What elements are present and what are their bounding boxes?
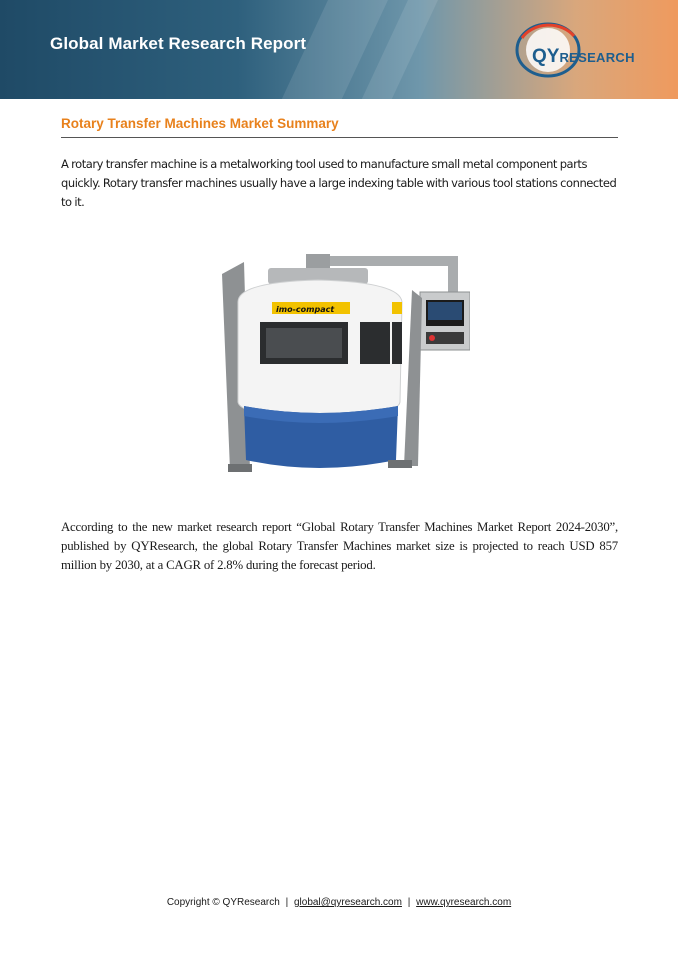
footer-website-link[interactable]: www.qyresearch.com [416, 897, 512, 908]
machine-brand-label: imo-compact [276, 305, 335, 314]
section-title: Rotary Transfer Machines Market Summary [61, 116, 339, 131]
footer-separator: | [285, 897, 289, 908]
header-title: Global Market Research Report [50, 34, 307, 53]
logo-name: RESEARCH [559, 50, 635, 65]
logo-mark: QY [532, 46, 560, 67]
page-footer [0, 897, 678, 908]
report-header-banner [0, 0, 678, 99]
rotary-transfer-machine-image [208, 250, 470, 482]
intro-paragraph: A rotary transfer machine is a metalworking tool used to manufacture small metal component parts quickly. Rotary transfer machines usually have a large indexing table with various tool stations connected to it. [61, 157, 617, 209]
logo-wordmark [532, 46, 635, 68]
market-report-paragraph: According to the new market research report “Global Rotary Transfer Machines Market Report 2024-2030”, published by QYResearch, the global Rotary Transfer Machines market size is projected to reach USD 857 million by 2030, at a CAGR of 2.8% during the forecast period. [61, 520, 618, 572]
qyresearch-logo [514, 22, 664, 82]
footer-copyright: Copyright © QYResearch [166, 897, 280, 908]
footer-email-link[interactable]: global@qyresearch.com [293, 897, 402, 908]
title-divider [61, 137, 618, 138]
footer-separator: | [407, 897, 411, 908]
